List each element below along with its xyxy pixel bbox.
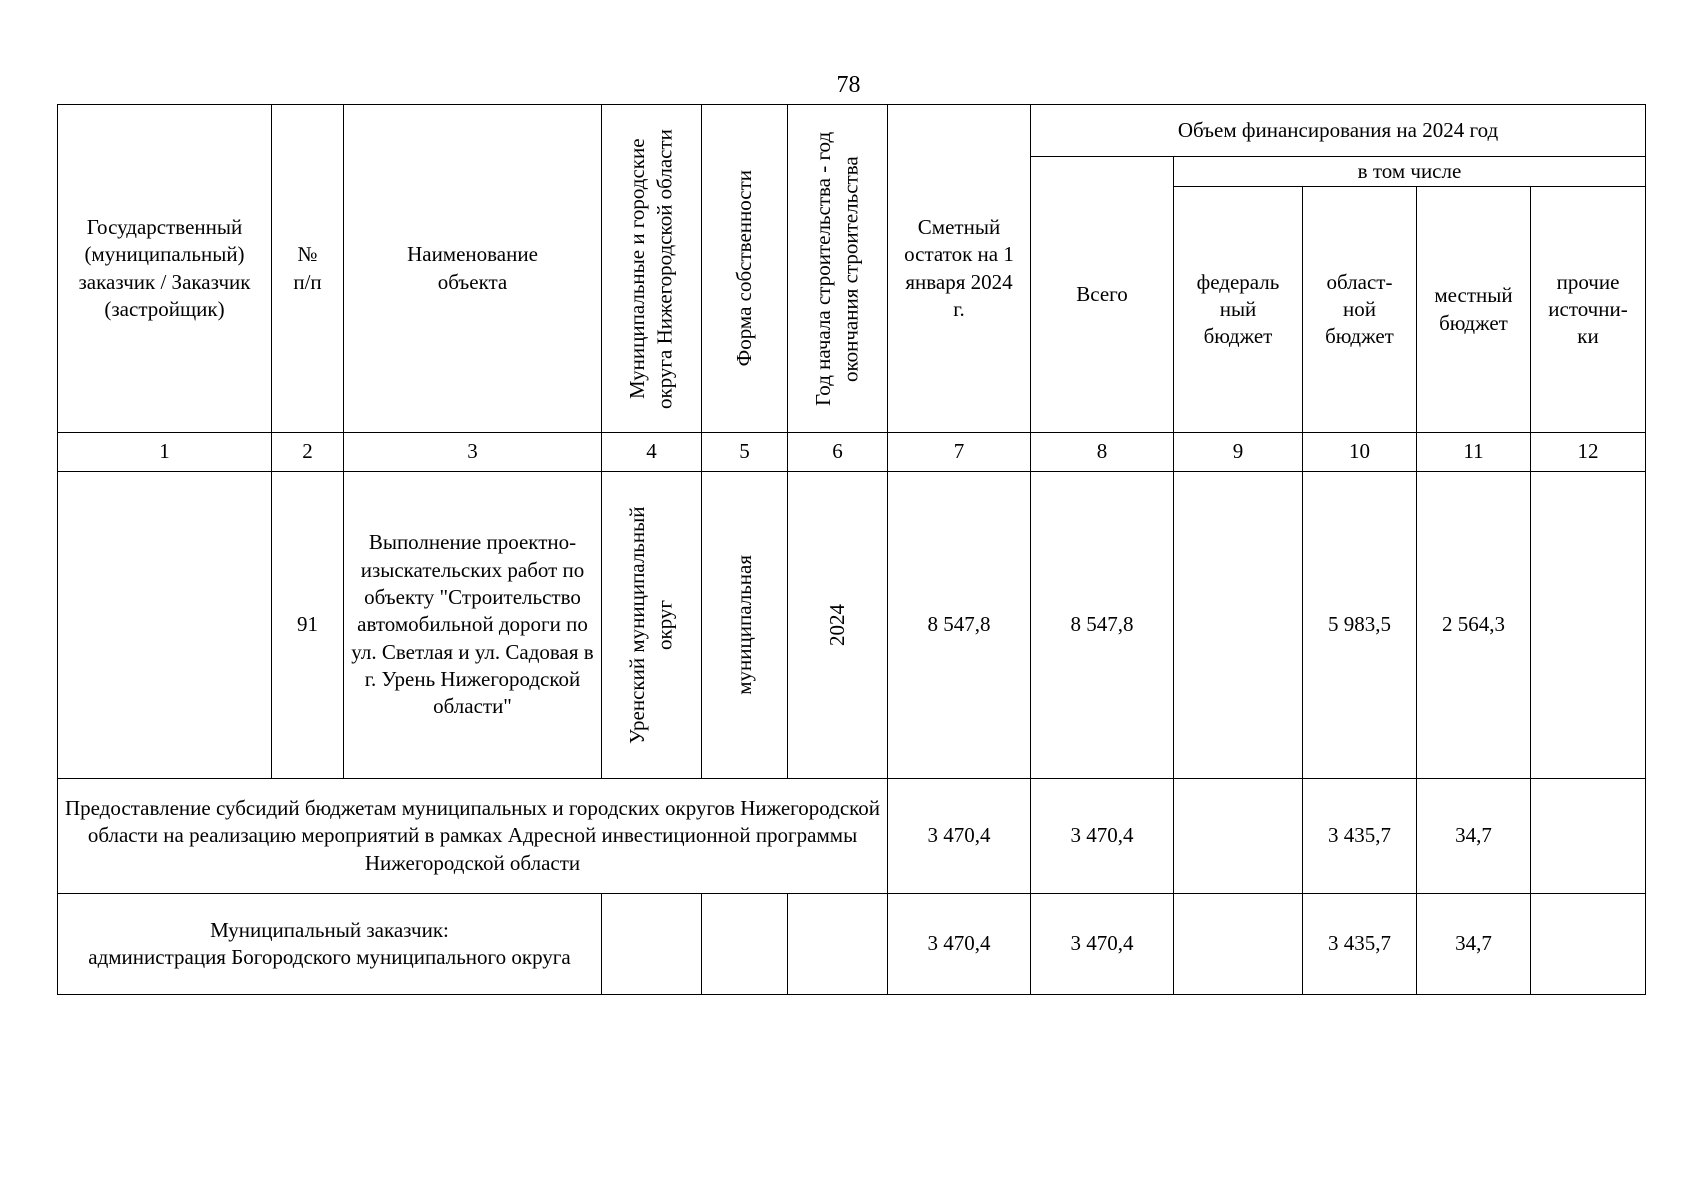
object-district: [602, 472, 702, 779]
object-local: 2 564,3: [1417, 472, 1531, 779]
header-federal: федераль ный бюджет: [1174, 187, 1303, 433]
column-number: 12: [1531, 433, 1646, 472]
subsidy-total: 3 470,4: [1031, 779, 1174, 894]
municipal-customer-regional: 3 435,7: [1303, 894, 1417, 995]
object-customer: [58, 472, 272, 779]
subsidy-federal: [1174, 779, 1303, 894]
header-other: прочие источни-ки: [1531, 187, 1646, 433]
object-total: 8 547,8: [1031, 472, 1174, 779]
municipal-customer-local: 34,7: [1417, 894, 1531, 995]
municipal-customer-label: Муниципальный заказчик:: [210, 917, 449, 942]
municipal-customer-total: 3 470,4: [1031, 894, 1174, 995]
column-number: 5: [702, 433, 788, 472]
subsidy-local: 34,7: [1417, 779, 1531, 894]
header-customer: Государственный (муниципальный) заказчик / Заказчик (застройщик): [58, 105, 272, 433]
page-number: 78: [836, 72, 861, 98]
municipal-customer-other: [1531, 894, 1646, 995]
header-districts: [602, 105, 702, 433]
column-number: 3: [344, 433, 602, 472]
column-number: 2: [272, 433, 344, 472]
header-financing-group: Объем финансирования на 2024 год: [1031, 105, 1646, 157]
subsidy-regional: 3 435,7: [1303, 779, 1417, 894]
header-regional: област-ной бюджет: [1303, 187, 1417, 433]
municipal-customer-title: [58, 894, 602, 995]
header-number: № п/п: [272, 105, 344, 433]
column-number: 7: [888, 433, 1031, 472]
financing-table: [57, 104, 1646, 995]
header-local: местный бюджет: [1417, 187, 1531, 433]
municipal-customer-ownership: [702, 894, 788, 995]
municipal-customer-name: администрация Богородского муниципального округа: [88, 945, 571, 969]
header-districts-text: Муниципальные и городские округа Нижегородской области: [625, 128, 677, 409]
object-years: [788, 472, 888, 779]
subsidy-row: [58, 779, 1646, 894]
municipal-customer-row: [58, 894, 1646, 995]
municipal-customer-federal: [1174, 894, 1303, 995]
header-ownership-text: Форма собственности: [731, 170, 756, 367]
object-years-text: 2024: [824, 604, 849, 646]
municipal-customer-years: [788, 894, 888, 995]
header-ownership: [702, 105, 788, 433]
header-total: Всего: [1031, 157, 1174, 433]
object-estimate-balance: 8 547,8: [888, 472, 1031, 779]
column-number: 9: [1174, 433, 1303, 472]
column-number: 11: [1417, 433, 1531, 472]
municipal-customer-estimate-balance: 3 470,4: [888, 894, 1031, 995]
municipal-customer-district: [602, 894, 702, 995]
object-other: [1531, 472, 1646, 779]
object-ownership-text: муниципальная: [731, 555, 756, 695]
header-years: [788, 105, 888, 433]
subsidy-estimate-balance: 3 470,4: [888, 779, 1031, 894]
header-including: в том числе: [1174, 157, 1646, 187]
subsidy-title: Предоставление субсидий бюджетам муниципальных и городских округов Нижегородской области на реализацию мероприятий в рамках Адресной инвестиционной программы Нижегородской области: [58, 779, 888, 894]
object-federal: [1174, 472, 1303, 779]
column-number: 10: [1303, 433, 1417, 472]
object-number: 91: [272, 472, 344, 779]
object-row: [58, 472, 1646, 779]
column-number: 8: [1031, 433, 1174, 472]
object-name: Выполнение проектно-изыскательских работ по объекту "Строительство автомобильной дороги по ул. Светлая и ул. Садовая в г. Урень Нижегородской области": [344, 472, 602, 779]
object-regional: 5 983,5: [1303, 472, 1417, 779]
column-number-row: [58, 433, 1646, 472]
column-number: 6: [788, 433, 888, 472]
column-number: 1: [58, 433, 272, 472]
header-years-text: Год начала строительства - год окончания строительства: [811, 131, 863, 406]
column-number: 4: [602, 433, 702, 472]
header-object-name: Наименование объекта: [344, 105, 602, 433]
subsidy-other: [1531, 779, 1646, 894]
object-district-text: Уренский муниципальный округ: [625, 506, 677, 744]
object-ownership: [702, 472, 788, 779]
header-estimate-balance: Сметный остаток на 1 января 2024 г.: [888, 105, 1031, 433]
